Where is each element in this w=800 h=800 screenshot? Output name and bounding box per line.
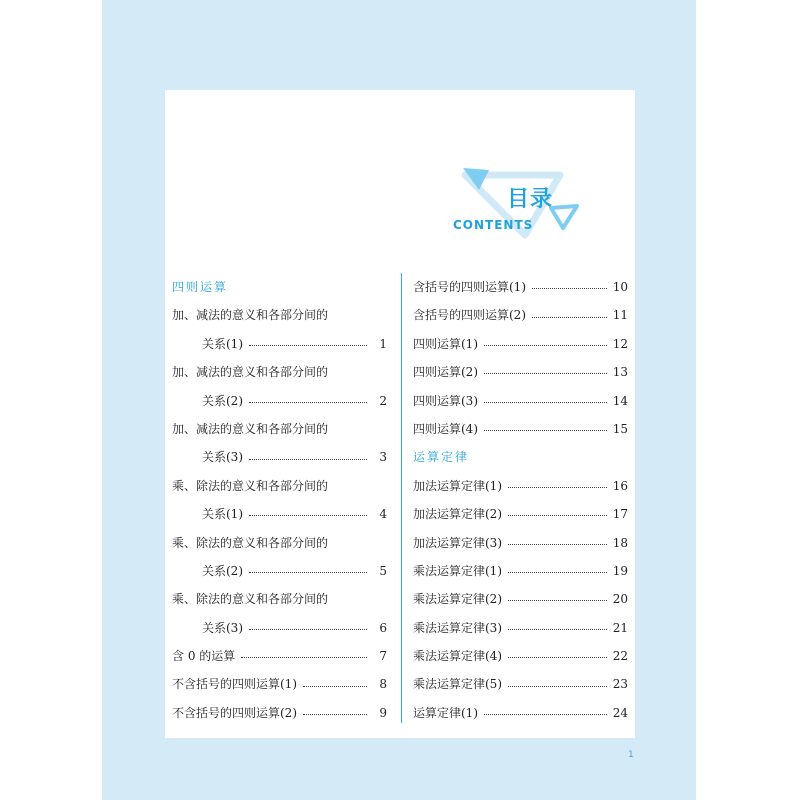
dot-leader — [508, 571, 607, 573]
toc-entry-title: 乘法运算定律(3) — [413, 620, 502, 635]
toc-entry[interactable] — [413, 358, 628, 386]
dot-leader — [508, 514, 607, 516]
toc-entry-title: 四则运算(2) — [413, 365, 478, 380]
dot-leader — [484, 401, 607, 403]
toc-entry-page: 11 — [612, 308, 628, 323]
toc-entry-page: 20 — [612, 592, 628, 607]
toc-entry-page: 12 — [612, 336, 628, 351]
toc-entry-page: 2 — [379, 393, 387, 408]
toc-entry[interactable] — [172, 670, 387, 698]
dot-leader — [508, 628, 607, 630]
dot-leader — [303, 713, 367, 715]
toc-entry-page: 18 — [612, 535, 628, 550]
toc-entry-page: 22 — [612, 649, 628, 664]
dot-leader — [508, 543, 607, 545]
toc-entry-title-line: 加、减法的意义和各部分间的 — [172, 421, 329, 436]
toc-entry[interactable] — [413, 387, 628, 415]
toc-entry-title: 关系(1) — [202, 336, 243, 351]
toc-entry-title: 乘法运算定律(5) — [413, 677, 502, 692]
toc-entry-title: 关系(2) — [202, 563, 243, 578]
toc-entry-title: 关系(1) — [202, 507, 243, 522]
toc-entry-title: 含括号的四则运算(2) — [413, 308, 526, 323]
toc-entry-title-line: 加、减法的意义和各部分间的 — [172, 365, 329, 380]
toc-header — [445, 130, 585, 240]
dot-leader — [249, 514, 367, 516]
toc-entry-page: 9 — [379, 705, 387, 720]
toc-entry-title: 运算定律(1) — [413, 705, 478, 720]
toc-entry-page: 1 — [379, 336, 387, 351]
toc-subtitle: CONTENTS — [453, 218, 534, 232]
dot-leader — [484, 713, 607, 715]
toc-entry-title: 四则运算(1) — [413, 336, 478, 351]
toc-entry[interactable] — [172, 330, 387, 358]
dot-leader — [508, 685, 607, 687]
toc-entry-title: 关系(3) — [202, 450, 243, 465]
toc-section-heading: 运算定律 — [413, 450, 470, 465]
toc-entry-page: 8 — [379, 677, 387, 692]
toc-entry[interactable] — [413, 273, 628, 301]
toc-entry[interactable] — [172, 387, 387, 415]
dot-leader — [484, 344, 607, 346]
toc-entry-title-line: 乘、除法的意义和各部分间的 — [172, 535, 329, 550]
toc-entry[interactable] — [413, 614, 628, 642]
dot-leader — [249, 344, 367, 346]
toc-entry-page: 16 — [612, 478, 628, 493]
toc-entry-title: 加法运算定律(1) — [413, 478, 502, 493]
toc-entry[interactable] — [413, 330, 628, 358]
toc-entry[interactable] — [172, 557, 387, 585]
toc-entry-title: 含括号的四则运算(1) — [413, 280, 526, 294]
toc-entry-page: 4 — [379, 507, 387, 522]
toc-entry-title: 乘法运算定律(4) — [413, 649, 502, 664]
toc-entry[interactable] — [413, 472, 628, 500]
dot-leader — [484, 429, 607, 431]
toc-entry-page: 15 — [612, 421, 628, 436]
toc-entry-page: 6 — [379, 620, 387, 635]
dot-leader — [249, 401, 367, 403]
dot-leader — [303, 685, 367, 687]
toc-entry-page: 5 — [379, 563, 387, 578]
toc-entry[interactable] — [413, 301, 628, 329]
dot-leader — [249, 628, 367, 630]
toc-entry-title: 不含括号的四则运算(1) — [172, 677, 297, 692]
toc-entry[interactable] — [413, 699, 628, 727]
dot-leader — [508, 656, 607, 658]
toc-left-column — [172, 273, 387, 727]
toc-entry-page: 3 — [379, 450, 387, 465]
page-number: 1 — [628, 750, 634, 760]
toc-entry-title-line: 乘、除法的意义和各部分间的 — [172, 478, 329, 493]
toc-entry[interactable] — [413, 642, 628, 670]
toc-entry[interactable] — [172, 642, 387, 670]
toc-entry-page: 10 — [612, 280, 628, 294]
toc-entry-page: 7 — [379, 649, 387, 664]
dot-leader — [532, 287, 607, 289]
toc-entry[interactable] — [172, 443, 387, 471]
toc-section-heading: 四则运算 — [172, 280, 229, 294]
dot-leader — [249, 458, 367, 460]
toc-entry-page: 13 — [612, 365, 628, 380]
dot-leader — [508, 486, 607, 488]
toc-entry-title: 关系(2) — [202, 393, 243, 408]
toc-entry[interactable] — [413, 557, 628, 585]
toc-right-column — [413, 273, 628, 727]
toc-entry-title-line: 加、减法的意义和各部分间的 — [172, 308, 329, 323]
toc-entry-page: 14 — [612, 393, 628, 408]
toc-entry-page: 21 — [612, 620, 628, 635]
toc-entry-title: 加法运算定律(2) — [413, 507, 502, 522]
toc-entry-page: 19 — [612, 563, 628, 578]
toc-entry-title: 加法运算定律(3) — [413, 535, 502, 550]
toc-entry-title: 乘法运算定律(2) — [413, 592, 502, 607]
toc-entry-title: 关系(3) — [202, 620, 243, 635]
toc-entry-title: 乘法运算定律(1) — [413, 563, 502, 578]
toc-entry-title: 含 0 的运算 — [172, 649, 236, 664]
toc-entry[interactable] — [172, 614, 387, 642]
toc-entry[interactable] — [413, 500, 628, 528]
toc-entry-title-line: 乘、除法的意义和各部分间的 — [172, 592, 329, 607]
toc-sheet — [165, 90, 635, 738]
dot-leader — [508, 599, 607, 601]
toc-entry-title: 不含括号的四则运算(2) — [172, 705, 297, 720]
toc-entry[interactable] — [413, 585, 628, 613]
toc-entry[interactable] — [413, 670, 628, 698]
dot-leader — [484, 372, 607, 374]
toc-entry[interactable] — [172, 500, 387, 528]
toc-entry-title: 四则运算(3) — [413, 393, 478, 408]
dot-leader — [249, 571, 367, 573]
toc-entry-page: 23 — [612, 677, 628, 692]
toc-entry-title: 四则运算(4) — [413, 421, 478, 436]
toc-entry[interactable] — [413, 415, 628, 443]
toc-entry-page: 24 — [612, 705, 628, 720]
dot-leader — [532, 316, 607, 318]
toc-entry[interactable] — [172, 699, 387, 727]
column-divider — [401, 273, 402, 723]
toc-entry[interactable] — [413, 529, 628, 557]
toc-title: 目录 — [507, 187, 554, 212]
toc-entry-page: 17 — [612, 507, 628, 522]
dot-leader — [241, 656, 367, 658]
